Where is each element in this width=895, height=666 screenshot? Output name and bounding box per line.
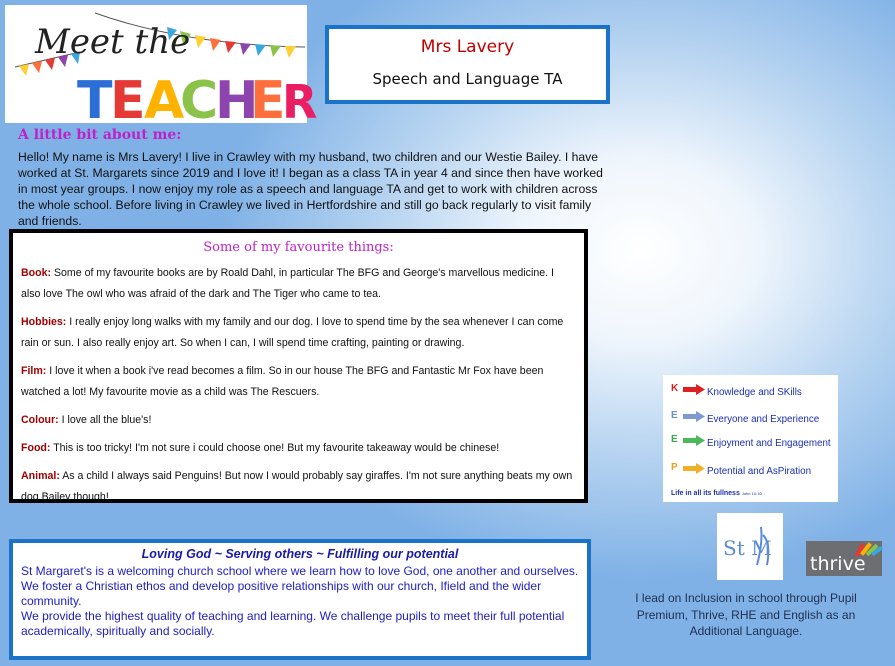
favourite-text: This is too tricky! I'm not sure i could choose one! But my favourite takeaway would be chinese! xyxy=(53,442,500,454)
favourite-text: I love it when a book i've read becomes a film. So in our house The BFG and Fantastic Mr Fox have been watched a lot! My favourite movie as a child was The Rescuers. xyxy=(21,365,544,398)
favourite-label: Hobbies: xyxy=(21,316,67,328)
keep-footer-text: Life in all its fullness xyxy=(671,490,740,497)
about-text: Hello! My name is Mrs Lavery! I live in Crawley with my husband, two children and our Westie Bailey. I have worked at St. Margarets since 2019 and I love it! I began as a class TA in year 4 and since then have worked in most year groups. I now enjoy my role as a speech and language TA and get to work with children across the whole school. Before living in Crawley we lived in Hertfordshire and still go back regularly to visit family and friends. xyxy=(18,150,603,228)
keep-footer-ref: John 10:10 xyxy=(741,491,762,496)
favourite-text: I really enjoy long walks with my family and our dog. I love to spend time by the sea whenever I can come rain or sun. I also really enjoy art. So when I can, I will spend time crafting, painting or drawing. xyxy=(21,316,564,349)
thrive-logo xyxy=(806,541,882,576)
meet-the-teacher-logo xyxy=(5,5,318,131)
mission-paragraph: St Margaret's is a welcoming church school where we learn how to love God, one another and ourselves. xyxy=(21,564,579,578)
favourite-label: Colour: xyxy=(21,414,59,426)
st-margarets-logo xyxy=(717,513,783,580)
school-motto: Loving God ~ Serving others ~ Fulfilling our potential xyxy=(141,547,459,561)
keep-text: Everyone and Experience xyxy=(707,414,820,425)
svg-text:E: E xyxy=(110,71,146,131)
svg-text:H: H xyxy=(215,71,259,131)
arrow-right-icon xyxy=(683,411,705,423)
favourite-item xyxy=(21,410,575,431)
arrow-right-icon xyxy=(683,384,705,396)
svg-text:T: T xyxy=(77,71,113,131)
favourite-label: Food: xyxy=(21,442,51,454)
keep-footer xyxy=(671,490,762,497)
teacher-name-box xyxy=(325,25,610,104)
keep-text: Potential and AsPiration xyxy=(707,466,812,477)
favourite-item xyxy=(21,361,575,403)
favourite-label: Book: xyxy=(21,267,52,279)
favourite-item xyxy=(21,312,575,354)
favourite-text: Some of my favourite books are by Roald Dahl, in particular The BFG and George's marvellous medicine. I also love The owl who was afraid of the dark and The Tiger who came to tea. xyxy=(21,267,554,300)
favourite-text: I love all the blue's! xyxy=(61,414,152,426)
keep-letter: K xyxy=(671,383,679,394)
mission-paragraph: We provide the highest quality of teaching and learning. We challenge pupils to meet their full potential academically, spiritually and socially. xyxy=(21,609,565,638)
arrow-right-icon xyxy=(683,463,705,475)
keep-letter: E xyxy=(671,434,678,445)
favourite-label: Film: xyxy=(21,365,47,377)
svg-text:C: C xyxy=(180,71,219,131)
svg-text:E: E xyxy=(250,71,286,131)
favourite-item xyxy=(21,466,575,508)
inclusion-lead-text: I lead on Inclusion in school through Pupil Premium, Thrive, RHE and English as an Additional Language. xyxy=(635,591,857,638)
favourite-item xyxy=(21,438,575,459)
teacher-role: Speech and Language TA xyxy=(372,70,563,88)
arrow-right-icon xyxy=(683,435,705,447)
favourites-title: Some of my favourite things: xyxy=(203,240,394,255)
school-mission-box xyxy=(9,539,591,660)
favourite-text: As a child I always said Penguins! But now I would probably say giraffes. I'm not sure anything beats my own dog Bailey though! xyxy=(21,470,573,503)
keep-letter: P xyxy=(671,462,678,473)
logo-line1: Meet the xyxy=(35,22,191,62)
keep-text: Enjoyment and Engagement xyxy=(707,438,831,449)
about-title: A little bit about me: xyxy=(18,127,182,143)
svg-text:A: A xyxy=(144,71,185,131)
svg-text:R: R xyxy=(282,75,318,129)
favourite-item xyxy=(21,263,575,305)
keep-text: Knowledge and SKills xyxy=(707,387,802,398)
logo-line2: TEACHER xyxy=(5,5,10,6)
mission-body xyxy=(21,564,579,639)
thrive-logo-text: thrive xyxy=(810,553,866,575)
keep-values-card xyxy=(663,375,838,502)
favourites-box xyxy=(9,229,588,503)
stm-logo-text: St M xyxy=(723,536,772,560)
teacher-name: Mrs Lavery xyxy=(420,37,515,57)
favourite-label: Animal: xyxy=(21,470,60,482)
favourites-list xyxy=(21,263,575,515)
keep-letter: E xyxy=(671,410,678,421)
mission-paragraph: We foster a Christian ethos and develop positive relationships with our church, Ifield and the wider community. xyxy=(21,579,542,608)
